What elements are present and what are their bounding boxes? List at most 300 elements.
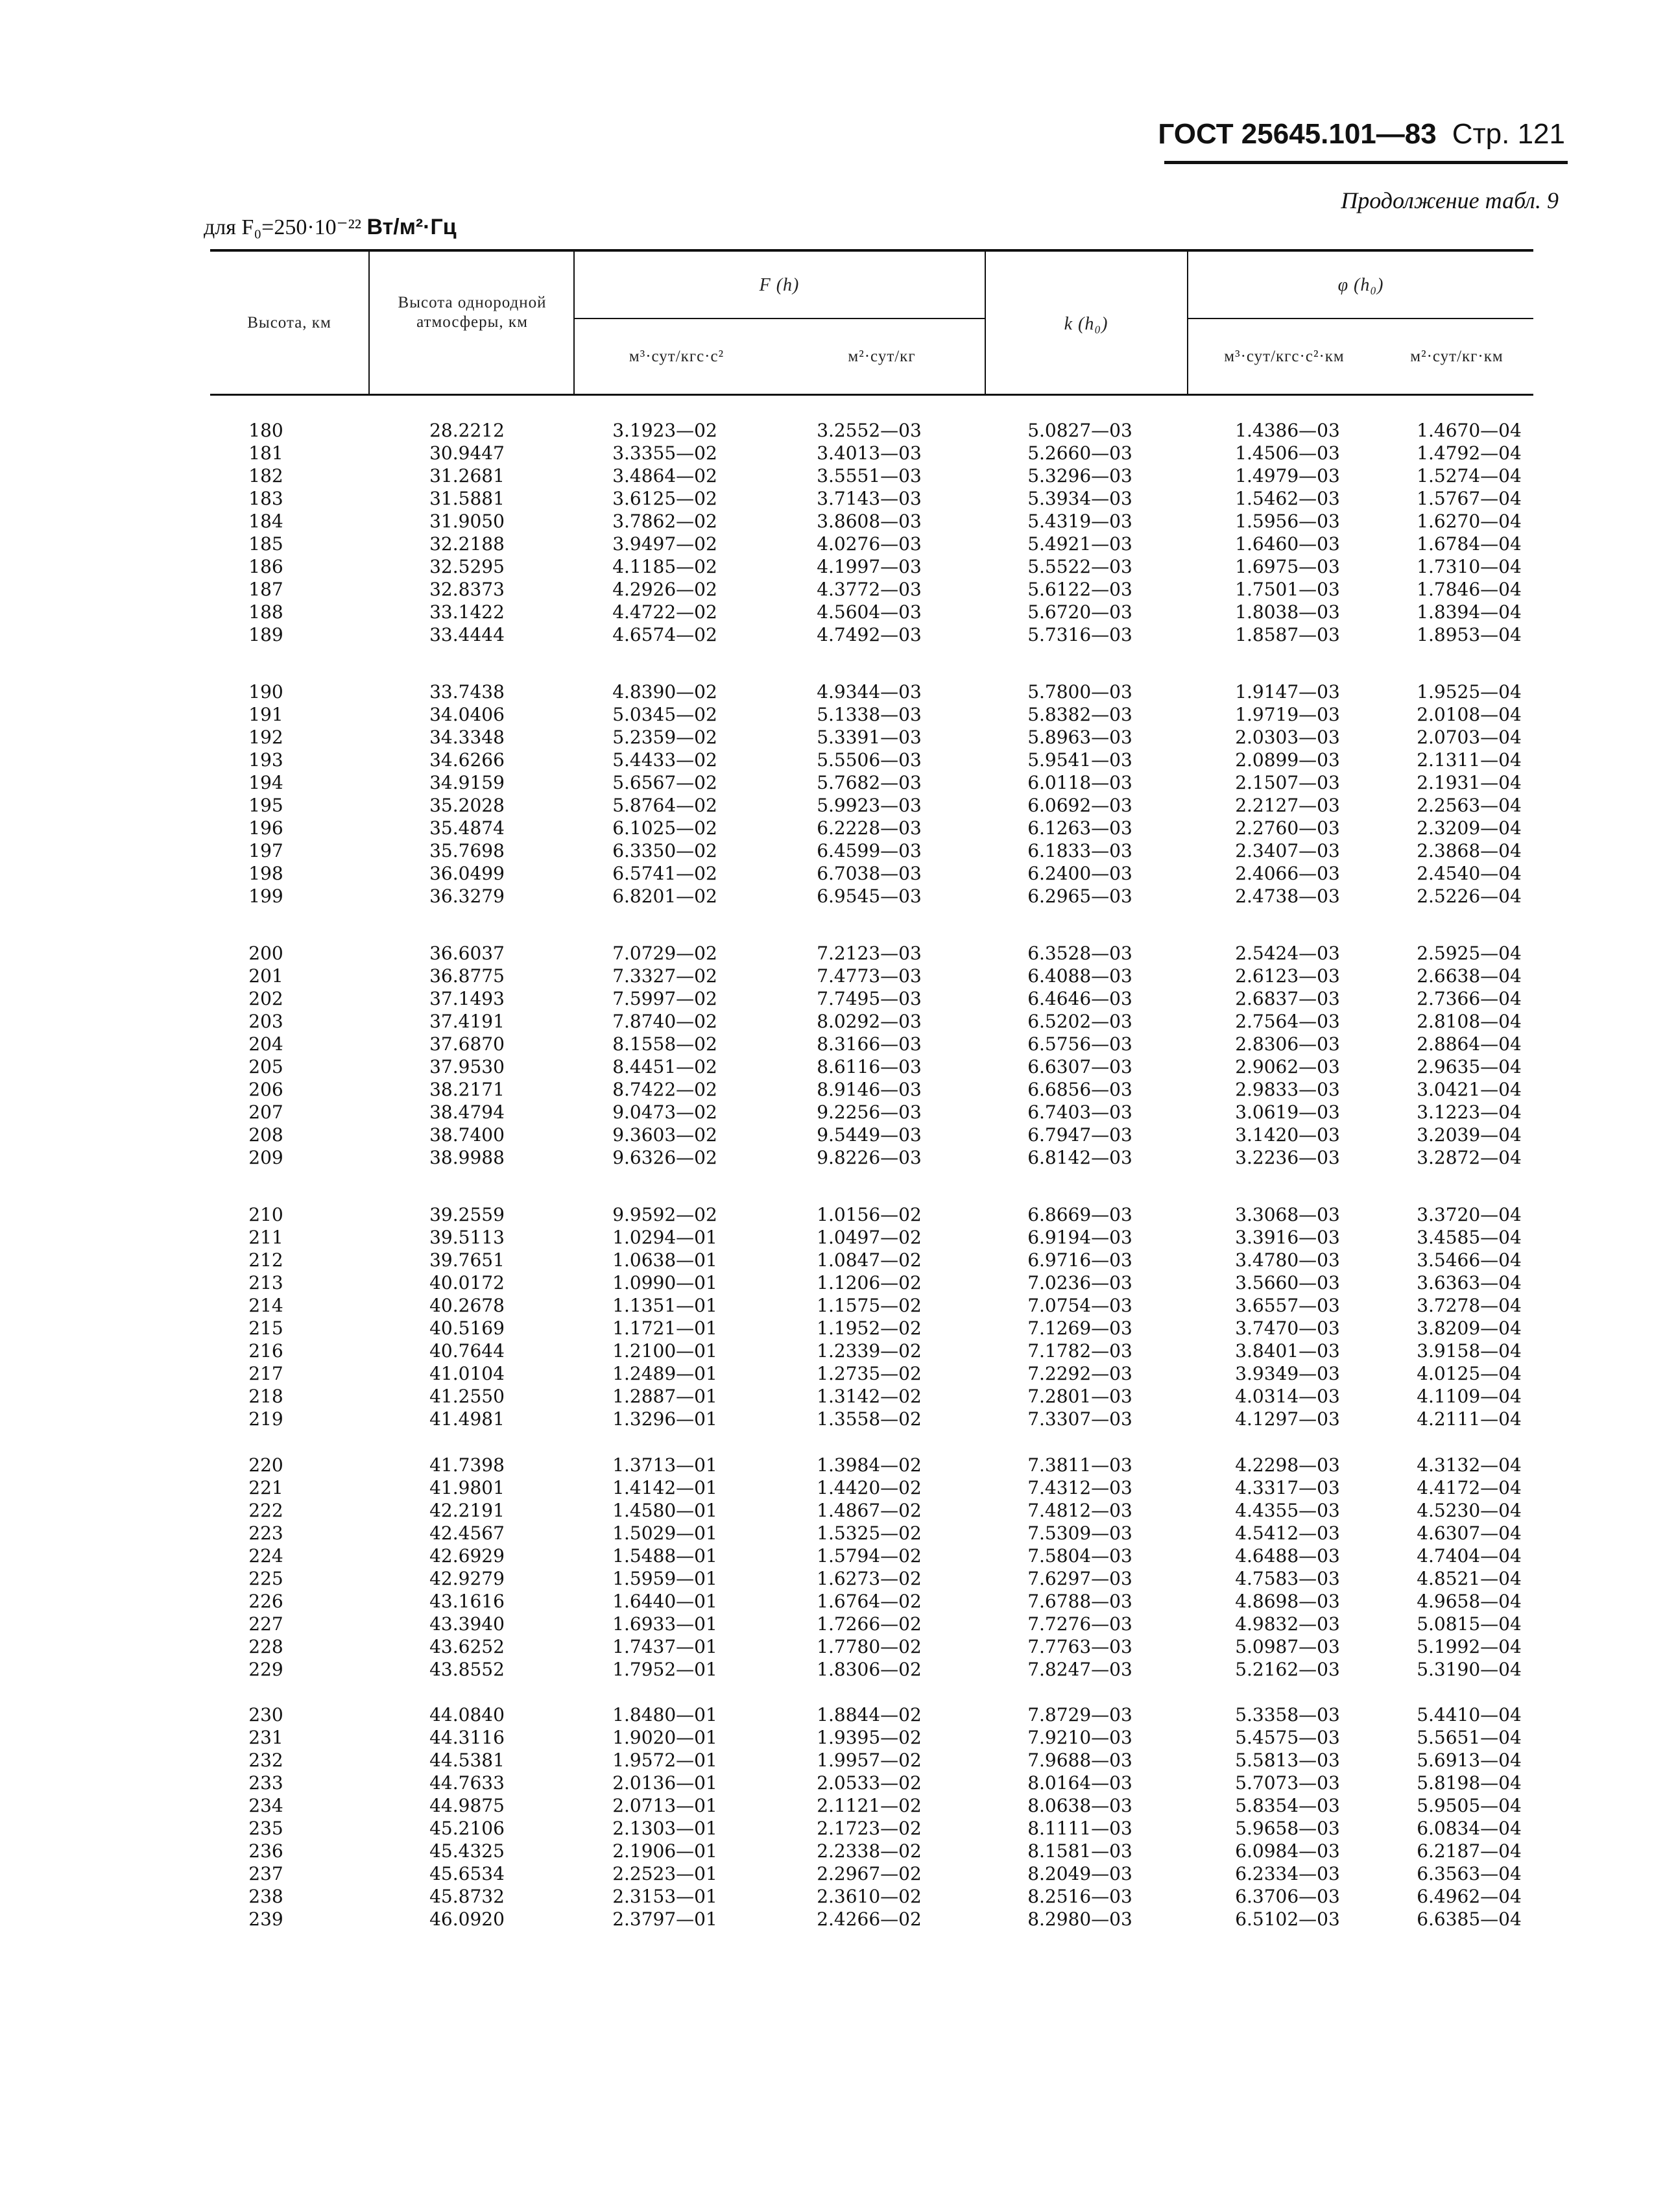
cell-phi-kgs: 5.9658—03 [1235, 1818, 1340, 1839]
table-row [0, 1817, 1665, 1840]
cell-f-kgs: 3.3355—02 [612, 442, 717, 464]
cell-height: 200 [248, 943, 283, 964]
cell-homog-height: 28.2212 [429, 420, 505, 441]
table-row [0, 1055, 1665, 1078]
cell-f-kg: 7.2123—03 [817, 943, 922, 964]
cell-phi-kg: 5.3190—04 [1417, 1659, 1522, 1680]
cell-phi-kgs: 4.2298—03 [1235, 1454, 1340, 1476]
cell-height: 210 [248, 1204, 283, 1225]
cell-height: 221 [248, 1477, 283, 1498]
cell-homog-height: 36.0499 [429, 863, 505, 884]
cell-k: 7.6788—03 [1027, 1591, 1132, 1612]
cell-phi-kg: 2.7366—04 [1417, 988, 1522, 1009]
cell-k: 7.8247—03 [1027, 1659, 1132, 1680]
header-k: k (h₀) [1064, 314, 1108, 334]
table-row [0, 1294, 1665, 1317]
cell-phi-kgs: 6.0984—03 [1235, 1840, 1340, 1862]
cell-phi-kgs: 4.1297—03 [1235, 1408, 1340, 1430]
cell-homog-height: 42.6929 [429, 1545, 505, 1567]
cell-f-kgs: 9.0473—02 [612, 1101, 717, 1123]
cell-phi-kg: 3.5466—04 [1417, 1249, 1522, 1271]
table-row [0, 726, 1665, 749]
cell-phi-kg: 2.8108—04 [1417, 1011, 1522, 1032]
cell-phi-kg: 3.1223—04 [1417, 1101, 1522, 1123]
header-phi-col1: м³·сут/кгс·с²·км [1224, 348, 1345, 365]
cell-phi-kg: 6.3563—04 [1417, 1863, 1522, 1884]
table-row [0, 623, 1665, 646]
cell-height: 190 [248, 681, 283, 703]
table-row [0, 1385, 1665, 1408]
cell-homog-height: 46.0920 [429, 1908, 505, 1930]
cell-phi-kg: 5.5651—04 [1417, 1727, 1522, 1748]
cell-f-kgs: 3.9497—02 [612, 533, 717, 555]
cell-phi-kg: 2.6638—04 [1417, 965, 1522, 987]
cell-homog-height: 30.9447 [429, 442, 505, 464]
cell-phi-kg: 3.3720—04 [1417, 1204, 1522, 1225]
cell-k: 5.3296—03 [1027, 465, 1132, 487]
cell-phi-kgs: 3.9349—03 [1235, 1363, 1340, 1384]
cell-k: 7.7763—03 [1027, 1636, 1132, 1657]
cell-height: 181 [248, 442, 283, 464]
cell-k: 7.1269—03 [1027, 1317, 1132, 1339]
cell-k: 5.3934—03 [1027, 488, 1132, 509]
table-row [0, 1794, 1665, 1817]
header-f-group: F (h) [759, 275, 800, 295]
cell-f-kgs: 9.6326—02 [612, 1147, 717, 1168]
cell-phi-kgs: 3.4780—03 [1235, 1249, 1340, 1271]
cell-phi-kg: 2.0108—04 [1417, 704, 1522, 725]
cell-phi-kg: 3.4585—04 [1417, 1227, 1522, 1248]
table-row [0, 1340, 1665, 1362]
cell-f-kg: 1.1952—02 [817, 1317, 922, 1339]
header-homogeneous-height: Высота однородной атмосферы, км [398, 294, 547, 331]
cell-f-kgs: 5.2359—02 [612, 727, 717, 748]
cell-height: 199 [248, 885, 283, 907]
cell-f-kgs: 1.3713—01 [612, 1454, 717, 1476]
cell-f-kgs: 2.2523—01 [612, 1863, 717, 1884]
cell-f-kgs: 5.0345—02 [612, 704, 717, 725]
cell-phi-kgs: 2.9062—03 [1235, 1056, 1340, 1077]
cell-f-kgs: 1.2100—01 [612, 1340, 717, 1362]
cell-height: 186 [248, 556, 283, 577]
condition-formula: F₀=250·10⁻²² [241, 215, 361, 239]
cell-f-kg: 2.2967—02 [817, 1863, 922, 1884]
gost-code: ГОСТ 25645.101—83 [1158, 118, 1437, 150]
cell-phi-kgs: 2.4066—03 [1235, 863, 1340, 884]
table-row [0, 1772, 1665, 1794]
cell-k: 7.4812—03 [1027, 1500, 1132, 1521]
cell-homog-height: 37.6870 [429, 1033, 505, 1055]
table-row [0, 510, 1665, 533]
cell-phi-kgs: 1.9719—03 [1235, 704, 1340, 725]
cell-height: 195 [248, 795, 283, 816]
cell-phi-kgs: 1.5956—03 [1235, 511, 1340, 532]
table-row [0, 1408, 1665, 1430]
cell-k: 7.1782—03 [1027, 1340, 1132, 1362]
cell-k: 8.2049—03 [1027, 1863, 1132, 1884]
cell-f-kg: 8.6116—03 [817, 1056, 922, 1077]
cell-height: 220 [248, 1454, 283, 1476]
cell-phi-kg: 1.4792—04 [1417, 442, 1522, 464]
cell-k: 8.0638—03 [1027, 1795, 1132, 1816]
cell-phi-kg: 3.8209—04 [1417, 1317, 1522, 1339]
table-row [0, 965, 1665, 987]
cell-k: 8.1111—03 [1027, 1818, 1132, 1839]
cell-homog-height: 45.2106 [429, 1818, 505, 1839]
cell-k: 5.9541—03 [1027, 749, 1132, 771]
cell-f-kgs: 9.3603—02 [612, 1124, 717, 1146]
cell-homog-height: 36.6037 [429, 943, 505, 964]
cell-homog-height: 45.8732 [429, 1886, 505, 1907]
cell-phi-kgs: 5.7073—03 [1235, 1772, 1340, 1794]
cell-f-kg: 1.7780—02 [817, 1636, 922, 1657]
cell-f-kgs: 6.5741—02 [612, 863, 717, 884]
cell-height: 183 [248, 488, 283, 509]
cell-homog-height: 45.4325 [429, 1840, 505, 1862]
cell-f-kgs: 1.9020—01 [612, 1727, 717, 1748]
cell-phi-kg: 6.6385—04 [1417, 1908, 1522, 1930]
cell-k: 6.6856—03 [1027, 1079, 1132, 1100]
cell-f-kg: 1.7266—02 [817, 1613, 922, 1635]
table-row [0, 1885, 1665, 1908]
cell-phi-kgs: 3.1420—03 [1235, 1124, 1340, 1146]
table-row [0, 1613, 1665, 1635]
cell-phi-kg: 5.6913—04 [1417, 1749, 1522, 1771]
cell-homog-height: 34.0406 [429, 704, 505, 725]
table-top-rule [210, 249, 1533, 252]
cell-phi-kg: 2.1311—04 [1417, 749, 1522, 771]
table-row [0, 680, 1665, 703]
cell-f-kgs: 7.8740—02 [612, 1011, 717, 1032]
cell-f-kgs: 1.5029—01 [612, 1522, 717, 1544]
cell-homog-height: 41.4981 [429, 1408, 505, 1430]
cell-f-kgs: 1.4142—01 [612, 1477, 717, 1498]
cell-f-kg: 1.0847—02 [817, 1249, 922, 1271]
cell-phi-kgs: 4.8698—03 [1235, 1591, 1340, 1612]
cell-k: 7.3307—03 [1027, 1408, 1132, 1430]
cell-f-kg: 6.9545—03 [817, 885, 922, 907]
cell-phi-kg: 4.9658—04 [1417, 1591, 1522, 1612]
table-row [0, 1908, 1665, 1930]
cell-homog-height: 40.0172 [429, 1272, 505, 1293]
cell-phi-kgs: 1.6975—03 [1235, 556, 1340, 577]
cell-f-kg: 1.6273—02 [817, 1568, 922, 1589]
cell-f-kgs: 1.2887—01 [612, 1386, 717, 1407]
cell-homog-height: 31.5881 [429, 488, 505, 509]
cell-homog-height: 43.1616 [429, 1591, 505, 1612]
cell-k: 6.0118—03 [1027, 772, 1132, 793]
cell-height: 192 [248, 727, 283, 748]
cell-height: 202 [248, 988, 283, 1009]
table-row [0, 1203, 1665, 1226]
cell-phi-kg: 2.3209—04 [1417, 817, 1522, 839]
cell-homog-height: 34.6266 [429, 749, 505, 771]
cell-homog-height: 44.7633 [429, 1772, 505, 1794]
cell-f-kg: 2.3610—02 [817, 1886, 922, 1907]
cell-k: 6.8142—03 [1027, 1147, 1132, 1168]
cell-f-kg: 1.3984—02 [817, 1454, 922, 1476]
cell-k: 5.2660—03 [1027, 442, 1132, 464]
cell-phi-kg: 4.1109—04 [1417, 1386, 1522, 1407]
cell-phi-kg: 4.8521—04 [1417, 1568, 1522, 1589]
cell-homog-height: 39.2559 [429, 1204, 505, 1225]
cell-phi-kgs: 2.0303—03 [1235, 727, 1340, 748]
cell-f-kgs: 1.7437—01 [612, 1636, 717, 1657]
cell-phi-kgs: 4.7583—03 [1235, 1568, 1340, 1589]
header-phi-col2: м²·сут/кг·км [1410, 348, 1503, 365]
cell-homog-height: 36.3279 [429, 885, 505, 907]
cell-f-kgs: 6.1025—02 [612, 817, 717, 839]
cell-height: 205 [248, 1056, 283, 1077]
cell-phi-kgs: 3.7470—03 [1235, 1317, 1340, 1339]
cell-f-kg: 2.0533—02 [817, 1772, 922, 1794]
cell-height: 211 [248, 1227, 283, 1248]
cell-f-kgs: 6.8201—02 [612, 885, 717, 907]
cell-phi-kgs: 1.4979—03 [1235, 465, 1340, 487]
cell-f-kgs: 3.4864—02 [612, 465, 717, 487]
cell-f-kg: 1.4420—02 [817, 1477, 922, 1498]
cell-f-kg: 4.0276—03 [817, 533, 922, 555]
table-row [0, 533, 1665, 555]
cell-height: 217 [248, 1363, 283, 1384]
table-row [0, 1658, 1665, 1681]
cell-f-kg: 1.3142—02 [817, 1386, 922, 1407]
cell-homog-height: 31.2681 [429, 465, 505, 487]
cell-phi-kgs: 1.4386—03 [1235, 420, 1340, 441]
cell-f-kg: 1.9957—02 [817, 1749, 922, 1771]
cell-f-kg: 5.1338—03 [817, 704, 922, 725]
table-row [0, 942, 1665, 965]
cell-phi-kgs: 4.6488—03 [1235, 1545, 1340, 1567]
cell-height: 193 [248, 749, 283, 771]
cell-height: 222 [248, 1500, 283, 1521]
cell-phi-kg: 4.6307—04 [1417, 1522, 1522, 1544]
table-row [0, 862, 1665, 885]
col-divider [573, 252, 575, 394]
table-row [0, 464, 1665, 487]
table-row [0, 1226, 1665, 1249]
cell-height: 182 [248, 465, 283, 487]
cell-f-kgs: 1.2489—01 [612, 1363, 717, 1384]
cell-homog-height: 43.3940 [429, 1613, 505, 1635]
cell-height: 216 [248, 1340, 283, 1362]
cell-f-kgs: 2.1906—01 [612, 1840, 717, 1862]
cell-phi-kg: 4.2111—04 [1417, 1408, 1522, 1430]
cell-phi-kgs: 1.9147—03 [1235, 681, 1340, 703]
cell-k: 7.5804—03 [1027, 1545, 1132, 1567]
cell-f-kg: 1.9395—02 [817, 1727, 922, 1748]
cell-f-kg: 1.2735—02 [817, 1363, 922, 1384]
cell-phi-kgs: 3.8401—03 [1235, 1340, 1340, 1362]
table-row [0, 578, 1665, 601]
cell-homog-height: 42.2191 [429, 1500, 505, 1521]
table-row [0, 555, 1665, 578]
table-row [0, 1101, 1665, 1124]
cell-height: 189 [248, 624, 283, 645]
cell-f-kgs: 1.1721—01 [612, 1317, 717, 1339]
cell-homog-height: 37.1493 [429, 988, 505, 1009]
cell-height: 191 [248, 704, 283, 725]
cell-height: 198 [248, 863, 283, 884]
cell-phi-kg: 6.2187—04 [1417, 1840, 1522, 1862]
cell-height: 207 [248, 1101, 283, 1123]
cell-height: 208 [248, 1124, 283, 1146]
cell-k: 6.4646—03 [1027, 988, 1132, 1009]
cell-height: 231 [248, 1727, 283, 1748]
f-group-rule [574, 318, 985, 319]
cell-f-kgs: 2.1303—01 [612, 1818, 717, 1839]
cell-homog-height: 41.0104 [429, 1363, 505, 1384]
cell-height: 214 [248, 1295, 283, 1316]
cell-phi-kgs: 3.3068—03 [1235, 1204, 1340, 1225]
cell-f-kgs: 1.3296—01 [612, 1408, 717, 1430]
cell-phi-kgs: 5.4575—03 [1235, 1727, 1340, 1748]
cell-phi-kgs: 1.6460—03 [1235, 533, 1340, 555]
cell-f-kg: 5.9923—03 [817, 795, 922, 816]
cell-f-kg: 3.5551—03 [817, 465, 922, 487]
cell-phi-kgs: 2.5424—03 [1235, 943, 1340, 964]
cell-f-kgs: 7.3327—02 [612, 965, 717, 987]
cell-f-kg: 8.9146—03 [817, 1079, 922, 1100]
cell-height: 204 [248, 1033, 283, 1055]
cell-homog-height: 41.7398 [429, 1454, 505, 1476]
cell-height: 219 [248, 1408, 283, 1430]
cell-f-kgs: 3.1923—02 [612, 420, 717, 441]
cell-phi-kgs: 4.5412—03 [1235, 1522, 1340, 1544]
cell-height: 213 [248, 1272, 283, 1293]
cell-homog-height: 32.8373 [429, 579, 505, 600]
cell-height: 209 [248, 1147, 283, 1168]
cell-phi-kgs: 4.0314—03 [1235, 1386, 1340, 1407]
cell-phi-kgs: 1.8587—03 [1235, 624, 1340, 645]
table-row [0, 1317, 1665, 1340]
cell-f-kgs: 1.9572—01 [612, 1749, 717, 1771]
cell-phi-kg: 1.5274—04 [1417, 465, 1522, 487]
condition-prefix: для [204, 215, 236, 239]
cell-phi-kg: 5.1992—04 [1417, 1636, 1522, 1657]
cell-k: 5.5522—03 [1027, 556, 1132, 577]
cell-homog-height: 32.2188 [429, 533, 505, 555]
cell-f-kgs: 8.4451—02 [612, 1056, 717, 1077]
document-code [1158, 118, 1565, 150]
cell-homog-height: 35.4874 [429, 817, 505, 839]
table-row [0, 1749, 1665, 1772]
cell-f-kgs: 1.1351—01 [612, 1295, 717, 1316]
cell-height: 238 [248, 1886, 283, 1907]
cell-phi-kg: 1.6784—04 [1417, 533, 1522, 555]
table-row [0, 1362, 1665, 1385]
cell-k: 8.2980—03 [1027, 1908, 1132, 1930]
cell-phi-kgs: 3.0619—03 [1235, 1101, 1340, 1123]
cell-phi-kg: 3.6363—04 [1417, 1272, 1522, 1293]
cell-height: 230 [248, 1704, 283, 1725]
cell-phi-kgs: 2.4738—03 [1235, 885, 1340, 907]
cell-phi-kgs: 2.0899—03 [1235, 749, 1340, 771]
cell-f-kgs: 7.0729—02 [612, 943, 717, 964]
cell-phi-kg: 5.8198—04 [1417, 1772, 1522, 1794]
cell-phi-kg: 2.9635—04 [1417, 1056, 1522, 1077]
cell-height: 187 [248, 579, 283, 600]
cell-f-kg: 1.5325—02 [817, 1522, 922, 1544]
cell-k: 8.0164—03 [1027, 1772, 1132, 1794]
cell-phi-kgs: 6.2334—03 [1235, 1863, 1340, 1884]
cell-f-kg: 6.4599—03 [817, 840, 922, 861]
cell-k: 6.5202—03 [1027, 1011, 1132, 1032]
cell-phi-kg: 4.7404—04 [1417, 1545, 1522, 1567]
cell-k: 6.7403—03 [1027, 1101, 1132, 1123]
cell-height: 234 [248, 1795, 283, 1816]
cell-k: 7.2292—03 [1027, 1363, 1132, 1384]
cell-k: 5.6720—03 [1027, 601, 1132, 623]
table-row [0, 1635, 1665, 1658]
cell-f-kgs: 1.7952—01 [612, 1659, 717, 1680]
cell-f-kg: 2.2338—02 [817, 1840, 922, 1862]
cell-f-kgs: 1.0638—01 [612, 1249, 717, 1271]
cell-height: 185 [248, 533, 283, 555]
cell-homog-height: 33.4444 [429, 624, 505, 645]
cell-f-kg: 5.3391—03 [817, 727, 922, 748]
cell-homog-height: 43.6252 [429, 1636, 505, 1657]
cell-f-kgs: 8.7422—02 [612, 1079, 717, 1100]
cell-homog-height: 33.7438 [429, 681, 505, 703]
cell-f-kgs: 7.5997—02 [612, 988, 717, 1009]
cell-phi-kgs: 4.9832—03 [1235, 1613, 1340, 1635]
cell-phi-kgs: 4.4355—03 [1235, 1500, 1340, 1521]
cell-k: 6.7947—03 [1027, 1124, 1132, 1146]
cell-height: 227 [248, 1613, 283, 1635]
table-row [0, 487, 1665, 510]
cell-k: 6.1833—03 [1027, 840, 1132, 861]
cell-phi-kg: 2.2563—04 [1417, 795, 1522, 816]
cell-homog-height: 42.4567 [429, 1522, 505, 1544]
cell-homog-height: 37.4191 [429, 1011, 505, 1032]
cell-phi-kg: 1.4670—04 [1417, 420, 1522, 441]
table-row [0, 794, 1665, 817]
table-row [0, 987, 1665, 1010]
cell-phi-kgs: 6.5102—03 [1235, 1908, 1340, 1930]
table-row [0, 1454, 1665, 1476]
cell-phi-kg: 1.7846—04 [1417, 579, 1522, 600]
cell-f-kgs: 5.4433—02 [612, 749, 717, 771]
cell-phi-kg: 1.5767—04 [1417, 488, 1522, 509]
cell-height: 196 [248, 817, 283, 839]
cell-phi-kgs: 5.3358—03 [1235, 1704, 1340, 1725]
cell-f-kg: 1.5794—02 [817, 1545, 922, 1567]
col-divider [368, 252, 370, 394]
cell-k: 7.2801—03 [1027, 1386, 1132, 1407]
cell-height: 236 [248, 1840, 283, 1862]
cell-f-kg: 4.7492—03 [817, 624, 922, 645]
cell-phi-kgs: 1.5462—03 [1235, 488, 1340, 509]
cell-height: 224 [248, 1545, 283, 1567]
cell-homog-height: 31.9050 [429, 511, 505, 532]
table-row [0, 1249, 1665, 1271]
cell-f-kg: 3.4013—03 [817, 442, 922, 464]
cell-phi-kg: 3.7278—04 [1417, 1295, 1522, 1316]
cell-k: 8.2516—03 [1027, 1886, 1132, 1907]
cell-f-kgs: 1.8480—01 [612, 1704, 717, 1725]
cell-phi-kg: 1.9525—04 [1417, 681, 1522, 703]
table-row [0, 1545, 1665, 1567]
cell-height: 239 [248, 1908, 283, 1930]
cell-height: 188 [248, 601, 283, 623]
cell-k: 5.6122—03 [1027, 579, 1132, 600]
cell-phi-kg: 4.0125—04 [1417, 1363, 1522, 1384]
cell-f-kg: 8.0292—03 [817, 1011, 922, 1032]
cell-f-kgs: 1.4580—01 [612, 1500, 717, 1521]
cell-phi-kg: 2.8864—04 [1417, 1033, 1522, 1055]
cell-f-kgs: 1.6440—01 [612, 1591, 717, 1612]
